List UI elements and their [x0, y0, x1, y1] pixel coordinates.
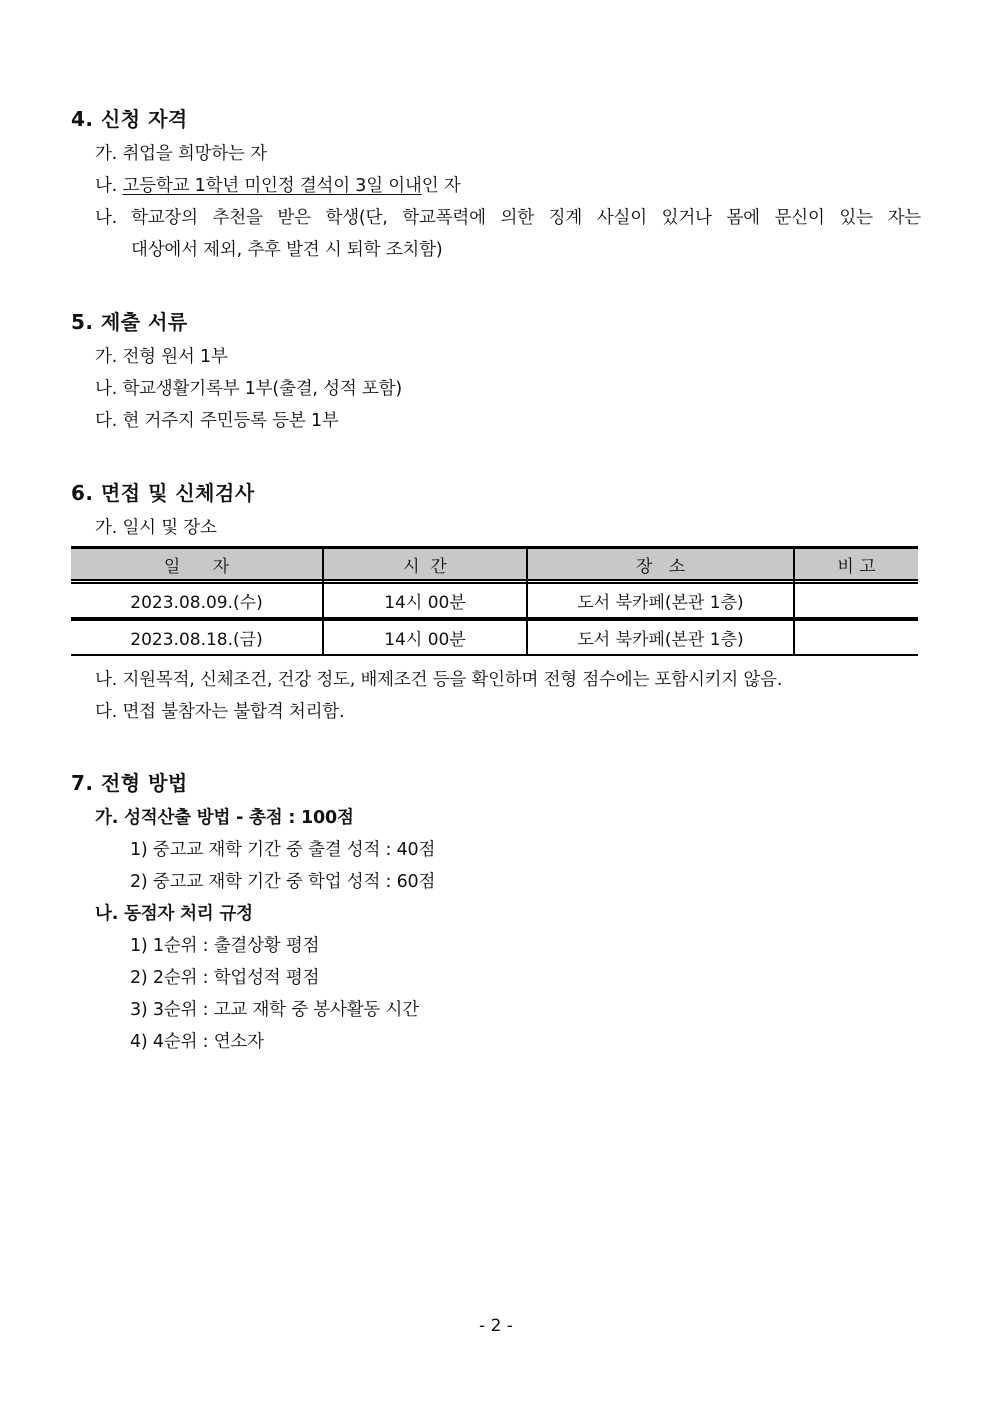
list-item — [95, 140, 267, 165]
list-item: 1) 1순위 : 출결상황 평점 — [130, 936, 320, 956]
list-text: 일시 및 장소 — [122, 518, 217, 538]
word: 학생(단, — [325, 208, 388, 228]
list-item: 4) 4순위 : 연소자 — [130, 1032, 264, 1052]
section-heading-6: 6. 면접 및 신체검사 — [71, 481, 255, 505]
list-marker: 나. — [95, 379, 118, 399]
section-heading-7: 7. 전형 방법 — [71, 771, 188, 795]
table-header-row — [71, 546, 918, 579]
list-item: 1) 중고교 재학 기간 중 출결 성적 : 40점 — [130, 840, 436, 860]
rule-segment — [793, 581, 918, 582]
table-cell-note — [793, 584, 918, 617]
word: 받은 — [277, 208, 311, 228]
word: 추천을 — [212, 208, 263, 228]
table-row — [71, 621, 918, 654]
section-heading-4: 4. 신청 자격 — [71, 107, 188, 131]
list-item — [95, 375, 402, 400]
table-cell-note — [793, 621, 918, 654]
table-header-time: 시 간 — [322, 549, 526, 579]
list-text: 현 거주지 주민등록 등본 1부 — [122, 411, 339, 431]
list-item — [95, 407, 339, 432]
table-cell-time: 14시 00분 — [322, 621, 526, 654]
list-item — [95, 666, 782, 691]
list-item: 3) 3순위 : 고교 재학 중 봉사활동 시간 — [130, 1000, 419, 1020]
list-marker: 가. — [95, 808, 119, 828]
underlined-text: 고등학교 1학년 미인정 결석이 3일 이내 — [122, 176, 422, 196]
list-marker: 나. — [95, 670, 118, 690]
list-text: 면접 불참자는 불합격 처리함. — [122, 702, 345, 722]
list-marker: 나. — [95, 176, 118, 196]
table-cell-date: 2023.08.09.(수) — [130, 593, 263, 613]
table-header-date: 일 자 — [163, 556, 230, 577]
schedule-table — [71, 546, 918, 656]
word: 의한 — [500, 208, 534, 228]
rule-segment — [71, 581, 322, 582]
word: 몸에 — [726, 208, 760, 228]
word: 있거나 — [661, 208, 712, 228]
list-marker: 가. — [95, 347, 118, 367]
table-cell-place: 도서 북카페(본관 1층) — [526, 621, 793, 654]
rule-segment — [322, 581, 526, 582]
list-text: 학교생활기록부 1부(출결, 성적 포함) — [122, 379, 402, 399]
list-text: 전형 원서 1부 — [122, 347, 228, 367]
list-item: 2) 2순위 : 학업성적 평점 — [130, 968, 320, 988]
list-text: 지원목적, 신체조건, 건강 정도, 배제조건 등을 확인하며 전형 점수에는 포함시키지 않음. — [122, 670, 783, 690]
list-text: 동점자 처리 규정 — [124, 904, 253, 924]
word: 사실이 — [596, 208, 647, 228]
list-item — [95, 698, 344, 723]
list-marker: 나. — [95, 904, 119, 924]
table-header-place: 장 소 — [526, 549, 793, 579]
table-cell-time: 14시 00분 — [322, 584, 526, 617]
rule-segment — [526, 581, 793, 582]
list-text: 인 자 — [421, 176, 461, 196]
list-item — [95, 514, 217, 539]
list-marker: 다. — [95, 411, 118, 431]
table-row — [71, 584, 918, 617]
word: 있는 — [839, 208, 873, 228]
table-cell-place: 도서 북카페(본관 1층) — [526, 584, 793, 617]
list-text: 성적산출 방법 - 총점 : 100점 — [124, 808, 354, 828]
word: 자는 — [887, 208, 921, 228]
table-header-note: 비 고 — [793, 549, 918, 579]
page-number: - 2 - — [479, 1316, 513, 1336]
list-item — [95, 204, 921, 229]
word: 징계 — [548, 208, 583, 228]
list-marker: 다. — [95, 702, 118, 722]
list-marker: 가. — [95, 144, 118, 164]
list-item — [95, 172, 461, 197]
word: 문신이 — [774, 208, 825, 228]
table-cell-date: 2023.08.18.(금) — [130, 630, 263, 650]
list-item-continuation: 대상에서 제외, 추후 발견 시 퇴학 조치함) — [131, 240, 443, 260]
list-item: 2) 중고교 재학 기간 중 학업 성적 : 60점 — [130, 872, 436, 892]
list-item — [95, 343, 228, 368]
word: 학교폭력에 — [402, 208, 486, 228]
section-heading-5: 5. 제출 서류 — [71, 310, 188, 334]
word: 학교장의 — [131, 208, 198, 228]
justified-line — [131, 204, 921, 229]
list-text: 취업을 희망하는 자 — [122, 144, 267, 164]
subheading-score-method — [95, 804, 354, 829]
list-marker: 가. — [95, 518, 118, 538]
list-marker: 나. — [95, 208, 118, 228]
table-bottom-rule — [71, 654, 918, 656]
subheading-tiebreak — [95, 900, 253, 925]
